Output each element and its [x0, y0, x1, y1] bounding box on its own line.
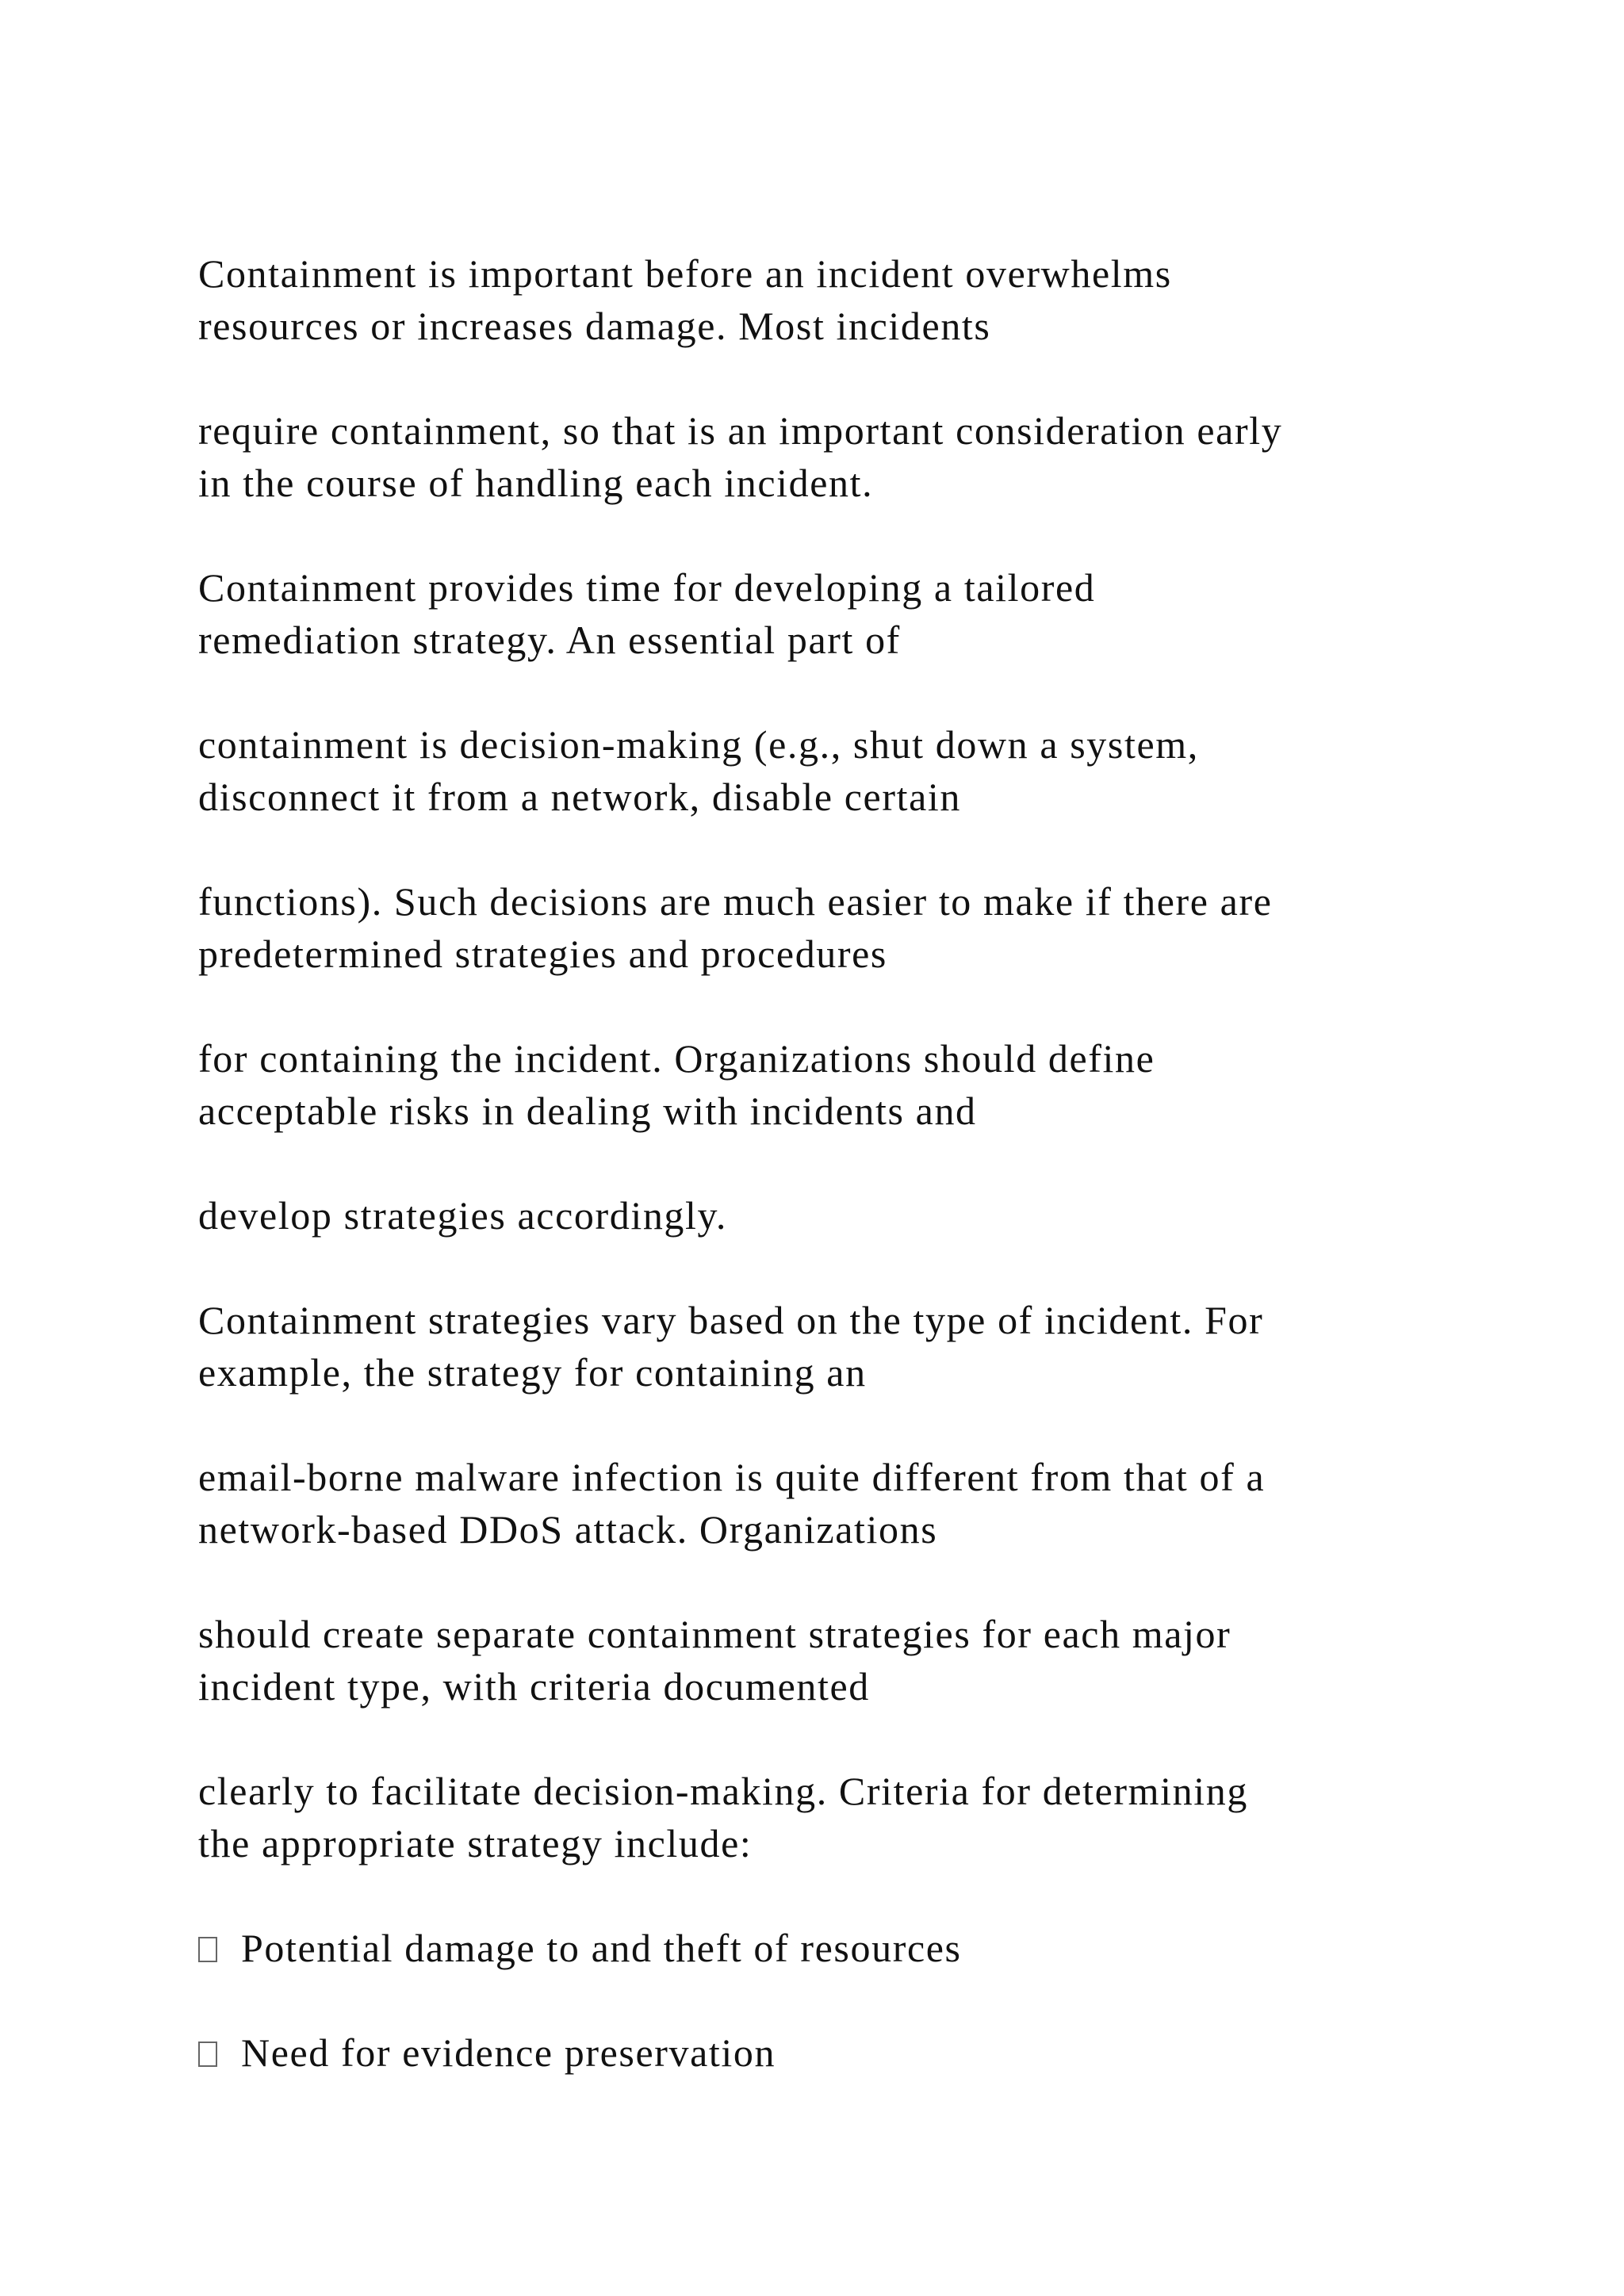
text-line: incident type, with criteria documented: [198, 1664, 870, 1709]
text-line: functions). Such decisions are much easier to make if there are: [198, 879, 1273, 924]
text-line: the appropriate strategy include:: [198, 1821, 753, 1866]
paragraph: [198, 1608, 1499, 1712]
text-line: resources or increases damage. Most incidents: [198, 304, 991, 348]
document-body: [198, 247, 1499, 2131]
missing-glyph-box-icon: [198, 1937, 217, 1962]
text-line: disconnect it from a network, disable certain: [198, 775, 961, 819]
text-line: predetermined strategies and procedures: [198, 932, 887, 976]
text-line: network-based DDoS attack. Organizations: [198, 1507, 938, 1552]
text-line: Containment is important before an incident overwhelms: [198, 251, 1172, 296]
text-line: Containment provides time for developing a tailored: [198, 565, 1096, 610]
text-line: example, the strategy for containing an: [198, 1350, 867, 1395]
paragraph: [198, 1765, 1499, 1869]
paragraph: [198, 1189, 1499, 1242]
text-line: email-borne malware infection is quite different from that of a: [198, 1455, 1266, 1499]
bullet-item: [198, 2026, 1499, 2079]
text-line: in the course of handling each incident.: [198, 461, 874, 505]
paragraph: [198, 1032, 1499, 1137]
paragraph: [198, 1451, 1499, 1556]
paragraph: [198, 718, 1499, 823]
missing-glyph-box-icon: [198, 2042, 217, 2067]
text-line: clearly to facilitate decision-making. Criteria for determining: [198, 1769, 1248, 1813]
paragraph: [198, 875, 1499, 980]
paragraph: [198, 247, 1499, 352]
bullet-text: Potential damage to and theft of resources: [241, 1926, 962, 1970]
text-line: Containment strategies vary based on the type of incident. For: [198, 1298, 1264, 1342]
paragraph: [198, 1294, 1499, 1399]
text-line: develop strategies accordingly.: [198, 1193, 727, 1238]
paragraph: [198, 561, 1499, 666]
bullet-item: [198, 1922, 1499, 1974]
bullet-text: Need for evidence preservation: [241, 2030, 776, 2075]
text-line: remediation strategy. An essential part of: [198, 618, 901, 662]
text-line: should create separate containment strategies for each major: [198, 1612, 1231, 1656]
text-line: require containment, so that is an important consideration early: [198, 408, 1283, 453]
paragraph: [198, 404, 1499, 509]
text-line: for containing the incident. Organizations should define: [198, 1036, 1155, 1081]
text-line: containment is decision-making (e.g., shut down a system,: [198, 722, 1199, 767]
text-line: acceptable risks in dealing with incidents and: [198, 1089, 977, 1133]
